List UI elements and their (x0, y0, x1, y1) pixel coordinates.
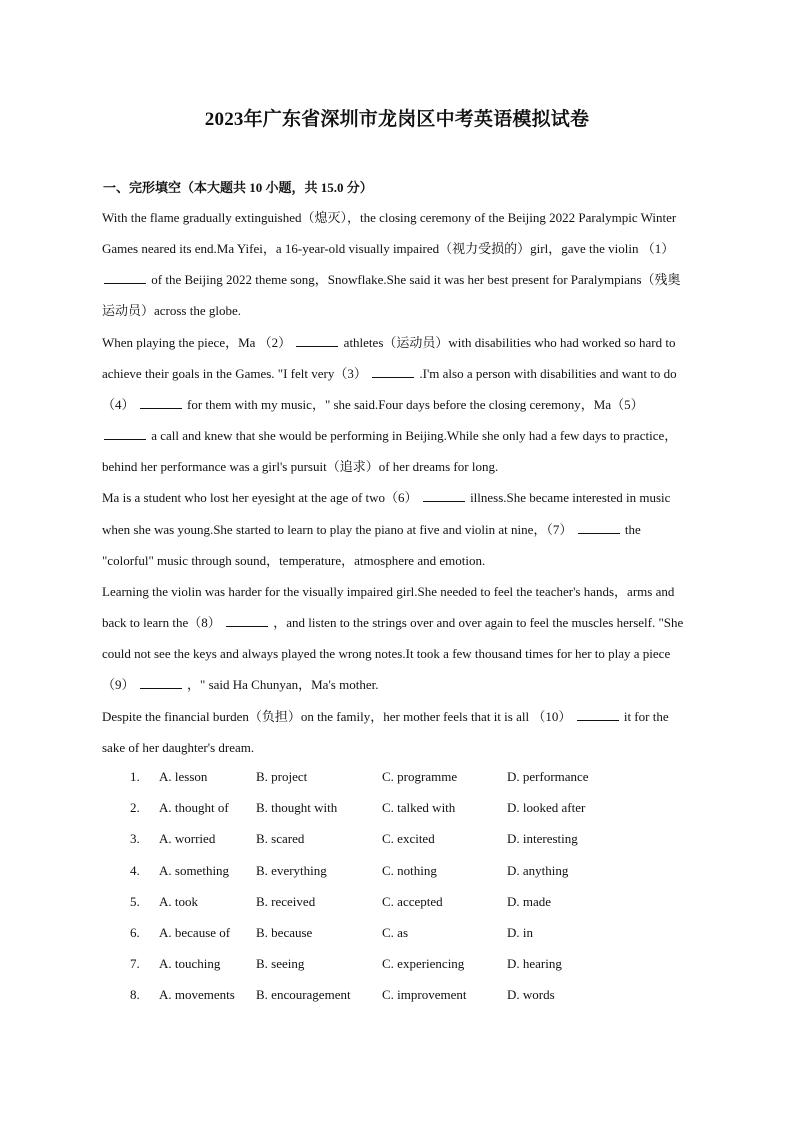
option-b[interactable]: B. seeing (256, 956, 305, 972)
answer-blank[interactable] (296, 333, 338, 347)
passage-text: .I'm also a person with disabilities and want to do （4） (102, 365, 677, 412)
option-b[interactable]: B. everything (256, 862, 327, 878)
question-row (102, 919, 702, 950)
answer-blank[interactable] (140, 395, 182, 409)
passage-paragraph (102, 327, 692, 483)
option-b[interactable]: B. scared (256, 831, 305, 847)
option-b[interactable]: B. encouragement (256, 987, 351, 1003)
passage-text: Learning the violin was harder for the visually impaired girl.She needed to feel the teacher's hands，arms and back to learn the（8） (102, 583, 675, 631)
option-a[interactable]: A. because of (159, 924, 231, 940)
reading-passage (102, 202, 692, 763)
option-c[interactable]: C. accepted (382, 893, 443, 909)
passage-paragraph (102, 482, 692, 575)
passage-paragraph (102, 202, 692, 327)
question-number: 8. (130, 987, 140, 1003)
answer-blank[interactable] (226, 613, 268, 627)
question-row (102, 794, 702, 825)
answer-blank[interactable] (104, 426, 146, 440)
option-c[interactable]: C. experiencing (382, 956, 465, 972)
question-row (102, 888, 702, 919)
option-a[interactable]: A. something (159, 862, 230, 878)
option-a[interactable]: A. took (159, 893, 198, 909)
passage-text: of the Beijing 2022 theme song，Snowflake.She said it was her best present for Paralympians（残奥运动员）across the globe. (102, 272, 681, 319)
question-row (102, 825, 702, 856)
option-d[interactable]: D. made (507, 893, 552, 909)
passage-text: for them with my music，" she said.Four days before the closing ceremony，Ma（5） (183, 396, 644, 412)
option-d[interactable]: D. looked after (507, 800, 586, 816)
option-d[interactable]: D. interesting (507, 831, 578, 847)
question-row (102, 763, 702, 794)
question-row (102, 981, 702, 1012)
passage-text: ，" said Ha Chunyan，Ma's mother. (183, 677, 379, 693)
answer-blank[interactable] (372, 364, 414, 378)
option-b[interactable]: B. thought with (256, 800, 338, 816)
question-number: 5. (130, 893, 140, 909)
option-a[interactable]: A. movements (159, 987, 235, 1003)
question-number: 2. (130, 800, 140, 816)
option-d[interactable]: D. performance (507, 769, 589, 784)
passage-paragraph (102, 576, 692, 701)
option-b[interactable]: B. received (256, 893, 316, 909)
answer-blank[interactable] (104, 270, 146, 284)
option-c[interactable]: C. programme (382, 769, 458, 784)
passage-text: a call and knew that she would be performing in Beijing.While she only had a few days to practice，behind her performance was a girl's pursuit（追求）of her dreams for long. (102, 428, 678, 475)
option-c[interactable]: C. improvement (382, 987, 467, 1003)
option-c[interactable]: C. nothing (382, 862, 437, 878)
passage-text: athletes（运动员）with disabilities who had worked so hard to achieve their goals in the Games. "I felt very（3） (102, 334, 676, 381)
passage-text: With the flame gradually extinguished（熄灭），the closing ceremony of the Beijing 2022 Paralympic Winter Games neared its end.Ma Yifei，a 16-year-old visually impaired（视力受损的）girl，gave the violin （1） (102, 210, 677, 257)
option-a[interactable]: A. lesson (159, 769, 208, 784)
question-row (102, 857, 702, 888)
answer-options (102, 763, 702, 1013)
question-row (102, 950, 702, 981)
answer-blank[interactable] (140, 675, 182, 689)
question-number: 6. (130, 924, 140, 940)
answer-blank[interactable] (578, 520, 620, 534)
passage-text: Despite the financial burden（负担）on the family，her mother feels that it is all （10） (102, 708, 575, 724)
passage-text: the "colorful" music through sound，temperature，atmosphere and emotion. (102, 521, 641, 568)
passage-text: Ma is a student who lost her eyesight at the age of two（6） (102, 490, 421, 506)
option-d[interactable]: D. hearing (507, 956, 562, 972)
question-number: 4. (130, 862, 140, 878)
option-c[interactable]: C. excited (382, 831, 435, 847)
question-number: 3. (130, 831, 140, 847)
page-title: 2023年广东省深圳市龙岗区中考英语模拟试卷 (204, 109, 590, 130)
section-heading: 一、完形填空（本大题共 10 小题，共 15.0 分） (103, 180, 373, 195)
option-b[interactable]: B. because (256, 924, 313, 940)
option-a[interactable]: A. thought of (159, 800, 229, 816)
passage-text: ，and listen to the strings over and over again to feel the muscles herself. "She could not see the keys and always played the wrong notes.It took a few thousand times for her to play a piece（9） (102, 615, 684, 693)
option-a[interactable]: A. worried (159, 831, 216, 847)
passage-text: When playing the piece，Ma （2） (102, 334, 295, 350)
answer-blank[interactable] (423, 488, 465, 502)
question-number: 7. (130, 956, 140, 972)
question-number: 1. (130, 769, 140, 784)
option-a[interactable]: A. touching (159, 956, 221, 972)
option-d[interactable]: D. in (507, 924, 533, 940)
passage-text: it for the sake of her daughter's dream. (102, 708, 669, 755)
option-d[interactable]: D. words (507, 987, 555, 1003)
option-b[interactable]: B. project (256, 769, 308, 784)
option-c[interactable]: C. talked with (382, 800, 456, 816)
option-c[interactable]: C. as (382, 924, 408, 940)
option-d[interactable]: D. anything (507, 862, 569, 878)
passage-text: illness.She became interested in music when she was young.She started to learn to play the piano at five and violin at nine，（7） (102, 490, 671, 537)
passage-paragraph (102, 701, 692, 763)
answer-blank[interactable] (577, 707, 619, 721)
